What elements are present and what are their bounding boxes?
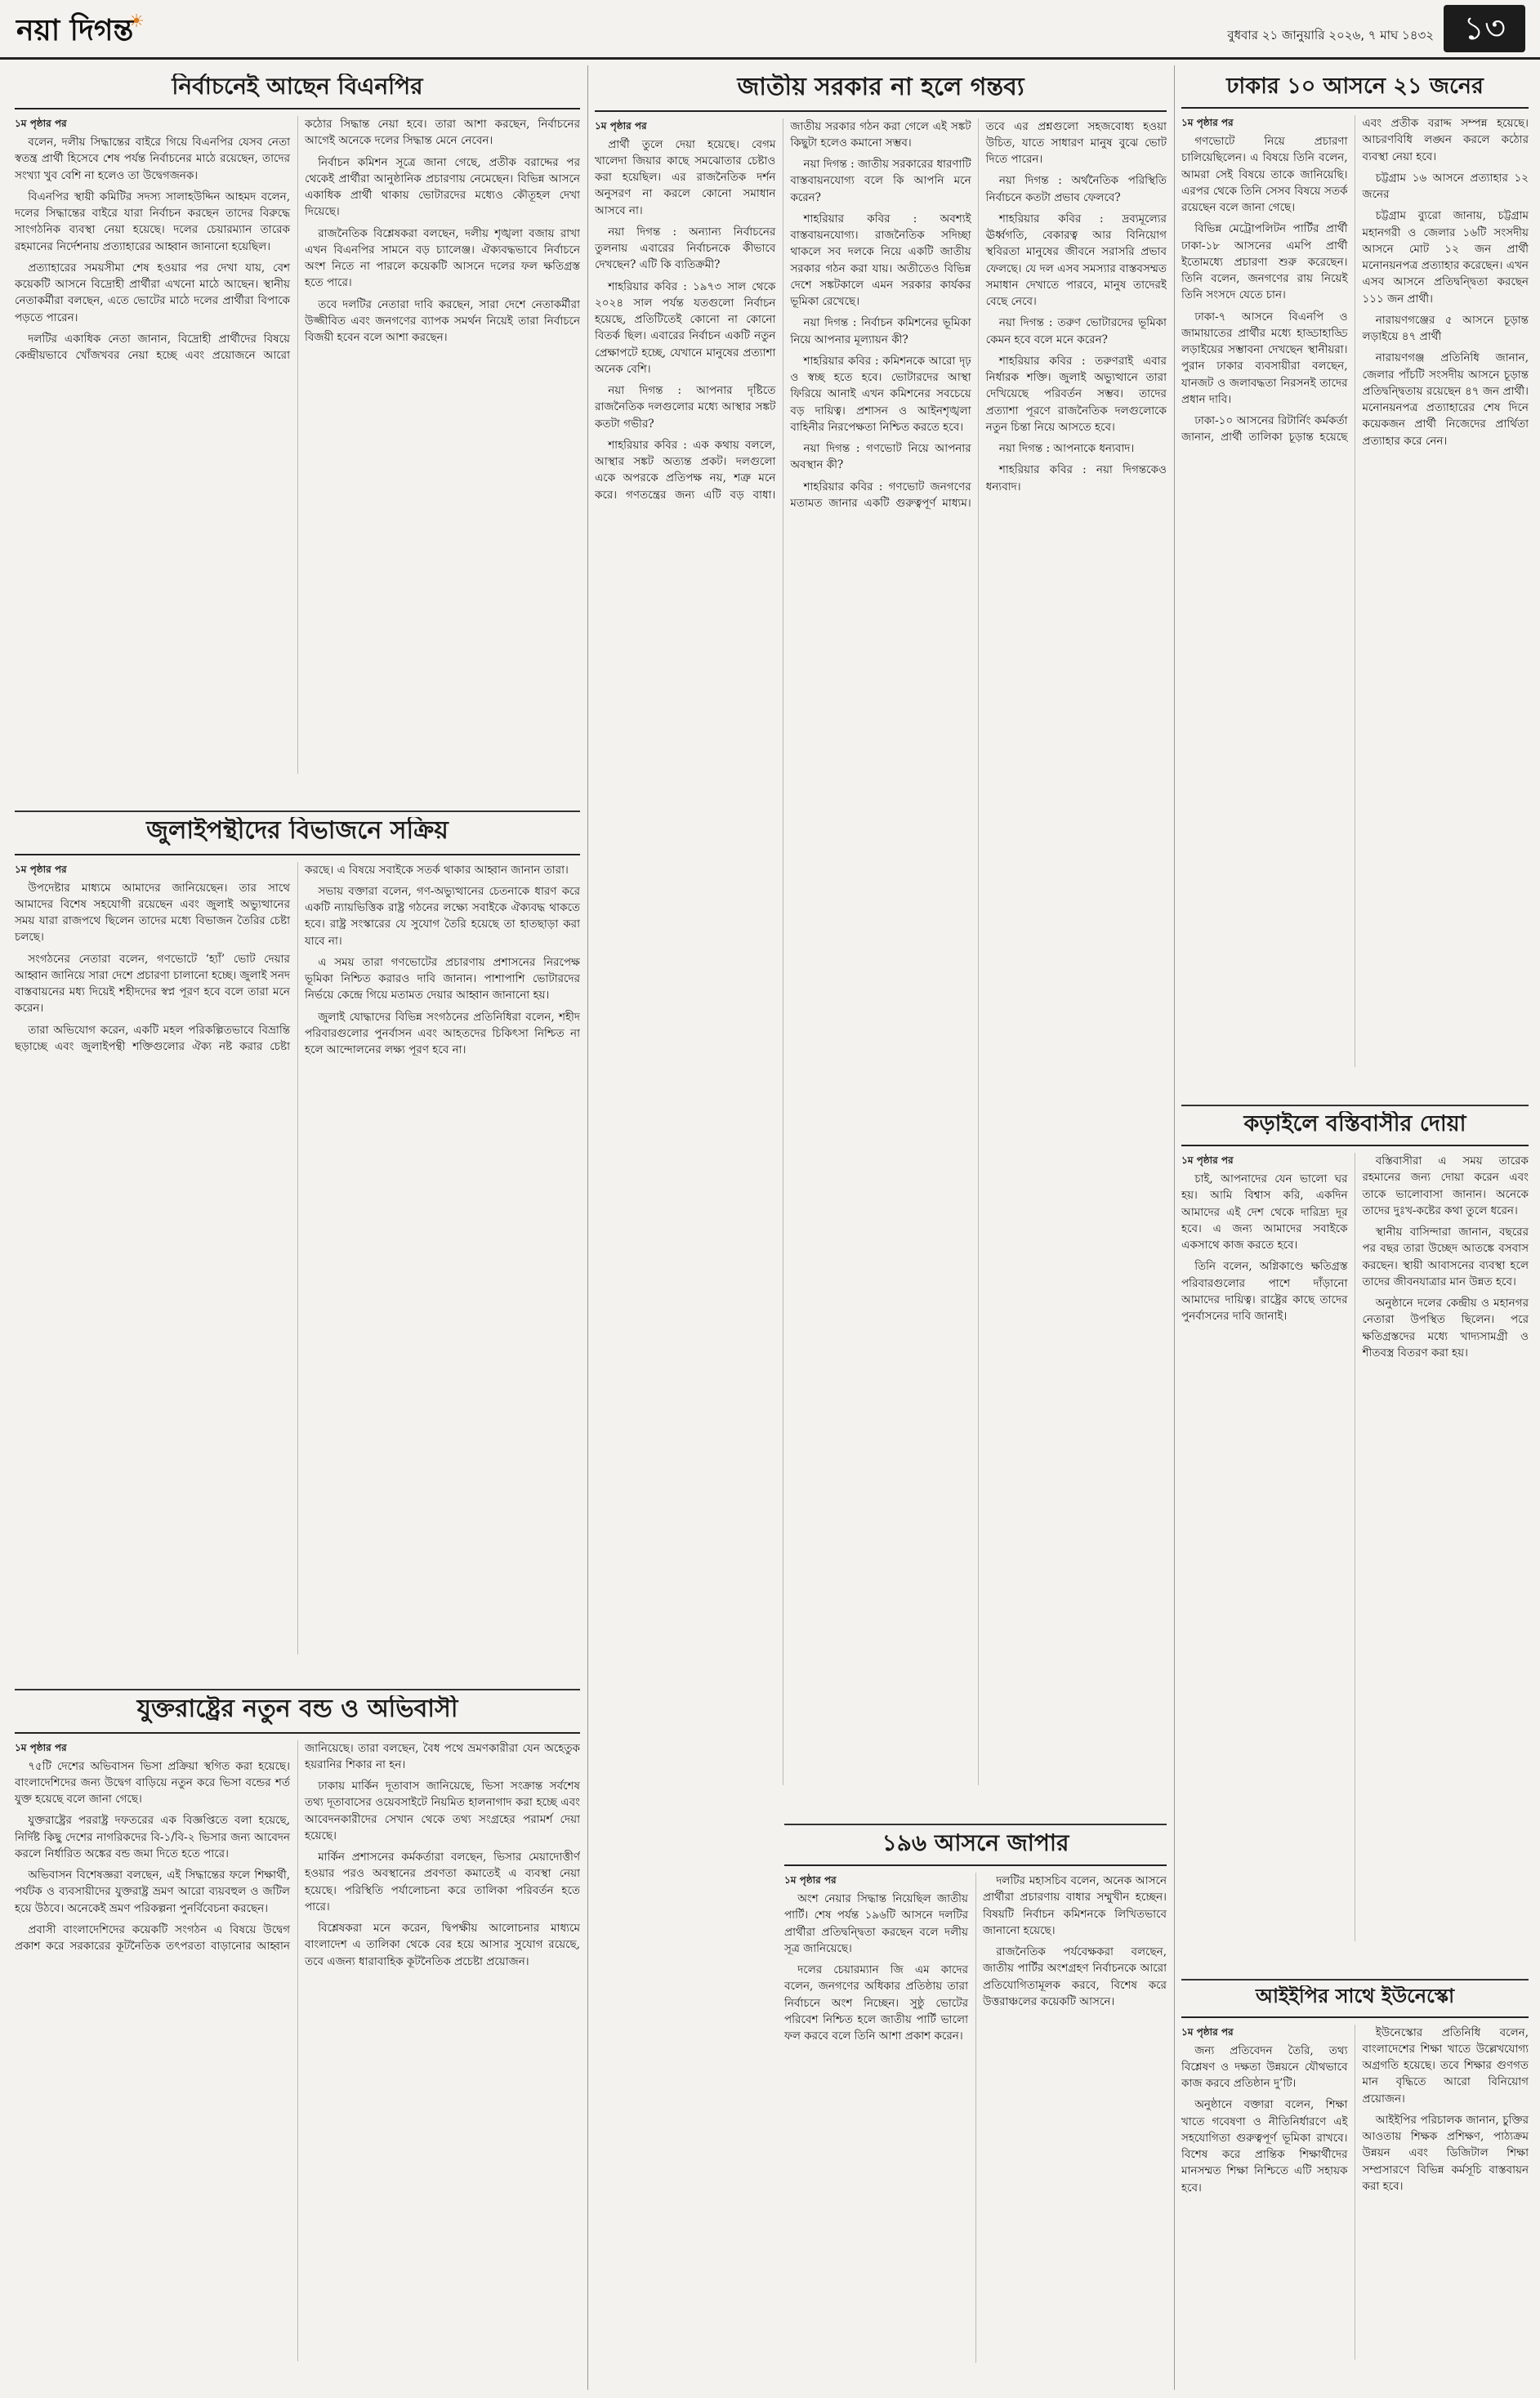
story-paragraph: এ সময় তারা গণভোটের প্রচারণায় প্রশাসনের নিরপেক্ষ ভূমিকা নিশ্চিত করারও দাবি জানান। পাশাপাশি ভোটারদের নির্ভয়ে কেন্দ্রে গিয়ে মতামত দেয়ার আহ্বান জানানো হয়।: [305, 955, 580, 1003]
story-paragraph: রাজনৈতিক পর্যবেক্ষকরা বলছেন, জাতীয় পার্টির অংশগ্রহণ নির্বাচনকে আরো প্রতিযোগিতামূলক করবে, বিশেষ করে উত্তরাঞ্চলের কয়েকটি আসনে।: [983, 1945, 1167, 2008]
story-paragraph: সংগঠনের নেতারা বলেন, গণভোটে ‘হ্যাঁ’ ভোট দেয়ার আহ্বান জানিয়ে সারা দেশে প্রচারণা চালানো হচ্ছে। জুলাই সনদ বাস্তবায়নের মধ্য দিয়েই শহীদদের স্বপ্ন পূরণ হবে বলে তারা মনে করেন।: [15, 952, 290, 1016]
section-divider: [15, 810, 580, 812]
story-paragraph: রাজনৈতিক বিশ্লেষকরা বলছেন, দলীয় শৃঙ্খলা বজায় রাখা এখন বিএনপির সামনে বড় চ্যালেঞ্জ। ঐক্যবদ্ধভাবে নির্বাচনে অংশ নিতে না পারলে কয়েকটি আসনে দলের ফল ক্ষতিগ্রস্ত হতে পারে।: [305, 226, 580, 290]
story-paragraph: শাহরিয়ার কবির : এক কথায় বললে, আস্থার সঙ্কট অত্যন্ত প্রকট। দলগুলো একে অপরকে প্রতিপক্ষ নয়, শত্রু মনে করে। গণতন্ত্রের জন্য এটি বড় বাধা। জাতীয় সরকার গঠন করা গেলে এই সঙ্কট কিছুটা হলেও কমানো সম্ভব।: [595, 119, 971, 502]
story-paragraph: নারায়ণগঞ্জ প্রতিনিধি জানান, জেলার পাঁচটি সংসদীয় আসনে চূড়ান্ত প্রতিদ্বন্দ্বিতায় রয়েছেন ৪৭ জন প্রার্থী। মনোনয়নপত্র প্রত্যাহারের শেষ দিনে কয়েকজন প্রার্থী নিজেদের প্রার্থিতা প্রত্যাহার করে নেন।: [1362, 351, 1529, 448]
story-korail: [1181, 1111, 1529, 1973]
story-paragraph: প্রার্থী তুলে দেয়া হয়েছে। বেগম খালেদা জিয়ার কাছে সমঝোতার চেষ্টাও করা হয়েছিল। এর রাজনৈতিক দর্শন অনুসরণ না করলে কোনো সমাধান আসবে না।: [595, 137, 776, 217]
story-headline: ঢাকার ১০ আসনে ২১ জনের: [1226, 74, 1484, 99]
story-paragraph: নয়া দিগন্ত : জাতীয় সরকারের ধারণাটি বাস্তবায়নযোগ্য বলে কি আপনি মনে করেন?: [790, 158, 971, 204]
story-body: [1181, 115, 1529, 1067]
story-paragraph: যুক্তরাষ্ট্রের পররাষ্ট্র দফতরের এক বিজ্ঞপ্তিতে বলা হয়েছে, নির্দিষ্ট কিছু দেশের নাগরিকদের বি-১/বি-২ ভিসার জন্য আবেদন করলে নির্ধারিত অঙ্কের বন্ড জমা দিতে হতে পারে।: [15, 1814, 290, 1860]
story-paragraph: ঢাকা-৭ আসনে বিএনপি ও জামায়াতের প্রার্থীর মধ্যে হাড্ডাহাড্ডি লড়াইয়ের সম্ভাবনা দেখছেন স্থানীয়রা। পুরান ঢাকার ব্যবসায়ীরা বলছেন, যানজট ও জলাবদ্ধতা নিরসনই তাদের প্রধান দাবি।: [1181, 310, 1348, 406]
story-july: [15, 817, 580, 1683]
headline-rule: [15, 108, 580, 109]
continued-label: ১ম পৃষ্ঠার পর: [15, 863, 67, 875]
story-paragraph: নয়া দিগন্ত : আপনার দৃষ্টিতে রাজনৈতিক দলগুলোর মধ্যে আস্থার সঙ্কট কতটা গভীর?: [595, 384, 776, 431]
story-paragraph: ইউনেস্কোর প্রতিনিধি বলেন, বাংলাদেশের শিক্ষা খাতে উল্লেখযোগ্য অগ্রগতি হয়েছে। তবে শিক্ষার গুণগত মান বৃদ্ধিতে আরো বিনিয়োগ প্রয়োজন।: [1362, 2025, 1529, 2106]
story-paragraph: নির্বাচন কমিশন সূত্রে জানা গেছে, প্রতীক বরাদ্দের পর থেকেই প্রার্থীরা আনুষ্ঠানিক প্রচারণায় নেমেছেন। বিভিন্ন আসনে একাধিক প্রার্থী থাকায় ভোটারদের মধ্যেও কৌতূহল দেখা দিয়েছে।: [305, 155, 580, 219]
story-paragraph: দলটির মহাসচিব বলেন, অনেক আসনে প্রার্থীরা প্রচারণায় বাধার সম্মুখীন হচ্ছেন। বিষয়টি নির্বাচন কমিশনকে লিখিতভাবে জানানো হয়েছে।: [983, 1874, 1167, 1937]
story-paragraph: প্রত্যাহারের সময়সীমা শেষ হওয়ার পর দেখা যায়, বেশ কয়েকটি আসনে বিদ্রোহী প্রার্থীরা এখনো মাঠে আছেন। স্থানীয় নেতাকর্মীরা বলছেন, এতে ভোটের মাঠে দলের প্রার্থীরা বিপাকে পড়তে পারেন।: [15, 261, 290, 324]
logo-text: নয়া দিগন্ত: [16, 14, 134, 47]
story-paragraph: শাহরিয়ার কবির : কমিশনকে আরো দৃঢ় ও স্বচ্ছ হতে হবে। ভোটারদের আস্থা ফিরিয়ে আনাই এখন কমিশনের সবচেয়ে বড় দায়িত্ব। প্রশাসন ও আইনশৃঙ্খলা বাহিনীর নিরপেক্ষতা নিশ্চিত করতে হবে।: [790, 354, 971, 434]
story-paragraph: শাহরিয়ার কবির : অবশ্যই বাস্তবায়নযোগ্য। রাজনৈতিক সদিচ্ছা থাকলে সব দলকে নিয়ে একটি জাতীয় সরকার গঠন করা যায়। অতীতেও বিভিন্ন দেশে সঙ্কটকালে এমন সরকার কার্যকর ভূমিকা রেখেছে।: [790, 212, 971, 308]
story-paragraph: বলেন, দলীয় সিদ্ধান্তের বাইরে গিয়ে বিএনপির যেসব নেতা স্বতন্ত্র প্রার্থী হিসেবে শেষ পর্যন্ত নির্বাচনের মাঠে রয়েছেন, তাদের সংখ্যা খুব বেশি না হলেও তা উদ্বেগজনক।: [15, 136, 290, 182]
story-paragraph: দলের চেয়ারম্যান জি এম কাদের বলেন, জনগণের অধিকার প্রতিষ্ঠায় তারা নির্বাচনে অংশ নিচ্ছেন। সুষ্ঠু ভোটের পরিবেশ নিশ্চিত হলে জাতীয় পার্টি ভালো ফল করবে বলে তিনি আশা প্রকাশ করেন।: [784, 1963, 968, 2043]
story-jp: [784, 1830, 1167, 2390]
story-paragraph: দলটির একাধিক নেতা জানান, বিদ্রোহী প্রার্থীদের বিষয়ে কেন্দ্রীয়ভাবে খোঁজখবর নেয়া হচ্ছে এবং প্রয়োজনে আরো কঠোর সিদ্ধান্ত নেয়া হবে। তারা আশা করছেন, নির্বাচনের আগেই অনেকে দলের সিদ্ধান্ত মেনে নেবেন।: [15, 118, 580, 363]
headline-rule: [1181, 1145, 1529, 1146]
story-paragraph: চাই, আপনাদের যেন ভালো ঘর হয়। আমি বিশ্বাস করি, একদিন আমাদের এই দেশ থেকে দারিদ্র্য দূর হবে। এ জন্য আমাদের সবাইকে একসাথে কাজ করতে হবে।: [1181, 1172, 1348, 1253]
story-body: [1181, 2025, 1529, 2360]
continued-label: ১ম পৃষ্ঠার পর: [15, 118, 67, 130]
continued-label: ১ম পৃষ্ঠার পর: [1181, 2025, 1234, 2038]
story-paragraph: গণভোটে নিয়ে প্রচারণা চালিয়েছিলেন। এ বিষয়ে তিনি বলেন, আমরা সেই বিষয়ে তাকে জানিয়েছি। এরপর থেকে তিনি সেসব বিষয়ে সতর্ক রয়েছেন বলে জানা গেছে।: [1181, 135, 1348, 215]
story-paragraph: সভায় বক্তারা বলেন, গণ-অভ্যুত্থানের চেতনাকে ধারণ করে একটি ন্যায়ভিত্তিক রাষ্ট্র গঠনের লক্ষ্যে সবাইকে ঐক্যবদ্ধ থাকতে হবে। রাষ্ট্র সংস্কারের যে সুযোগ তৈরি হয়েছে তা হাতছাড়া করা যাবে না।: [305, 884, 580, 948]
story-paragraph: তিনি বলেন, অগ্নিকাণ্ডে ক্ষতিগ্রস্ত পরিবারগুলোর পাশে দাঁড়ানো আমাদের দায়িত্ব। রাষ্ট্রের কাছে তাদের পুনর্বাসনের দাবি জানাই।: [1181, 1260, 1348, 1324]
sun-icon: ☀: [128, 11, 145, 32]
story-paragraph: জুলাই যোদ্ধাদের বিভিন্ন সংগঠনের প্রতিনিধিরা বলেন, শহীদ পরিবারগুলোর পুনর্বাসন এবং আহতদের চিকিৎসা নিশ্চিত না হলে আন্দোলনের লক্ষ্য পূরণ হবে না।: [305, 1010, 580, 1056]
headline-rule: [595, 110, 1167, 112]
story-paragraph: প্রবাসী বাংলাদেশিদের কয়েকটি সংগঠন এ বিষয়ে উদ্বেগ প্রকাশ করে সরকারের কূটনৈতিক তৎপরতা বাড়ানোর আহ্বান জানিয়েছে। তারা বলছেন, বৈধ পথে ভ্রমণকারীরা যেন অহেতুক হয়রানির শিকার না হন।: [15, 1741, 580, 1953]
story-headline: জুলাইপন্থীদের বিভাজনে সক্রিয়: [146, 817, 449, 845]
story-body: [595, 118, 1167, 1785]
section-divider: [784, 1824, 1167, 1825]
newspaper-logo: [16, 8, 145, 57]
continued-label: ১ম পৃষ্ঠার পর: [1181, 117, 1234, 129]
story-body: [1181, 1153, 1529, 1941]
continued-label: ১ম পৃষ্ঠার পর: [595, 119, 647, 132]
story-paragraph: বিএনপির স্থায়ী কমিটির সদস্য সালাহউদ্দিন আহমদ বলেন, দলের সিদ্ধান্তের বাইরে যারা নির্বাচন করছেন তাদের বিরুদ্ধে সাংগঠনিক ব্যবস্থা নেয়া হয়েছে। দলের চেয়ারম্যান তারেক রহমানের নির্দেশনায় প্রত্যাহারের আহ্বান জানানো হয়েছিল।: [15, 190, 290, 253]
column-divider: [587, 65, 588, 2390]
story-body: [784, 1873, 1167, 2363]
story-paragraph: মার্কিন প্রশাসনের কর্মকর্তারা বলছেন, ভিসার মেয়াদোত্তীর্ণ হওয়ার পরও অবস্থানের প্রবণতা কমাতেই এ ব্যবস্থা নেয়া হয়েছে। পরিস্থিতি পর্যালোচনা করে তালিকা পরিবর্তন হতে পারে।: [305, 1851, 580, 1913]
story-paragraph: বিশ্লেষকরা মনে করেন, দ্বিপক্ষীয় আলোচনার মাধ্যমে বাংলাদেশ এ তালিকা থেকে বের হয়ে আসার সুযোগ রয়েছে, তবে এজন্য ধারাবাহিক কূটনৈতিক প্রচেষ্টা প্রয়োজন।: [305, 1922, 580, 1968]
story-headline: জাতীয় সরকার না হলে গন্তব্য: [737, 74, 1024, 101]
masthead: [0, 0, 1540, 60]
section-divider: [1181, 1105, 1529, 1106]
headline-rule: [15, 1732, 580, 1734]
story-paragraph: নয়া দিগন্ত : নির্বাচন কমিশনের ভূমিকা নিয়ে আপনার মূল্যায়ন কী?: [790, 316, 971, 346]
headline-rule: [1181, 2016, 1529, 2018]
story-paragraph: চট্টগ্রাম ১৬ আসনে প্রত্যাহার ১২ জনের: [1362, 171, 1529, 202]
story-paragraph: নয়া দিগন্ত : অর্থনৈতিক পরিস্থিতি নির্বাচনে কতটা প্রভাব ফেলবে?: [985, 174, 1167, 204]
story-paragraph: তারা অভিযোগ করেন, একটি মহল পরিকল্পিতভাবে বিভ্রান্তি ছড়াচ্ছে এবং জুলাইপন্থী শক্তিগুলোর ঐক্য নষ্ট করার চেষ্টা করছে। এ বিষয়ে সবাইকে সতর্ক থাকার আহ্বান জানান তারা।: [15, 863, 569, 1053]
story-paragraph: আইইপির পরিচালক জানান, চুক্তির আওতায় শিক্ষক প্রশিক্ষণ, পাঠ্যক্রম উন্নয়ন এবং ডিজিটাল শিক্ষা সম্প্রসারণে বিভিন্ন কর্মসূচি বাস্তবায়ন করা হবে।: [1362, 2113, 1529, 2193]
story-paragraph: স্থানীয় বাসিন্দারা জানান, বছরের পর বছর তারা উচ্ছেদ আতঙ্কে বসবাস করছেন। স্থায়ী আবাসনের ব্যবস্থা হলে তাদের জীবনযাত্রার মান উন্নত হবে।: [1362, 1226, 1529, 1288]
story-bnp: [15, 74, 580, 805]
story-paragraph: শাহরিয়ার কবির : তরুণরাই এবার নির্ধারক শক্তি। জুলাই অভ্যুত্থানে তারা দেখিয়েছে পরিবর্তন সম্ভব। তাদের প্রত্যাশা পূরণে রাজনৈতিক দলগুলোকে নতুন চিন্তা নিয়ে আসতে হবে।: [985, 354, 1167, 434]
headline-rule: [1181, 107, 1529, 109]
continued-label: ১ম পৃষ্ঠার পর: [15, 1741, 67, 1753]
story-paragraph: উপদেষ্টার মাধ্যমে আমাদের জানিয়েছেন। তার সাথে আমাদের বিশেষ সহযোগী রয়েছেন এবং জুলাই অভ্যুত্থানের সময় যারা রাজপথে ছিলেন তাদের মধ্যে বিভাজন তৈরির চেষ্টা চলছে।: [15, 881, 290, 944]
story-iep-unesco: [1181, 1985, 1529, 2390]
story-paragraph: শাহরিয়ার কবির : গণভোট জনগণের মতামত জানার একটি গুরুত্বপূর্ণ মাধ্যম। তবে এর প্রশ্নগুলো সহজবোধ্য হওয়া উচিত, যাতে সাধারণ মানুষ বুঝে ভোট দিতে পারেন।: [790, 119, 1167, 510]
story-paragraph: নয়া দিগন্ত : গণভোট নিয়ে আপনার অবস্থান কী?: [790, 442, 971, 472]
headline-rule: [784, 1864, 1167, 1866]
story-national-government: [595, 74, 1167, 1818]
story-headline: যুক্তরাষ্ট্রের নতুন বন্ড ও অভিবাসী: [136, 1695, 458, 1723]
story-paragraph: অনুষ্ঠানে দলের কেন্দ্রীয় ও মহানগর নেতারা উপস্থিত ছিলেন। পরে ক্ষতিগ্রস্তদের মধ্যে খাদ্যসামগ্রী ও শীতবস্ত্র বিতরণ করা হয়।: [1362, 1297, 1529, 1360]
story-paragraph: নয়া দিগন্ত : আপনাকে ধন্যবাদ।: [998, 442, 1135, 455]
story-headline: ১৯৬ আসনে জাপার: [882, 1830, 1069, 1856]
story-paragraph: বিভিন্ন মেট্রোপলিটন পার্টির প্রার্থী ঢাকা-১৮ আসনের এমপি প্রার্থী ইতোমধ্যে প্রচারণা শুরু করেছেন। তিনি বলেন, জনগণের রায় নিয়েই তিনি সংসদে যেতে চান।: [1181, 222, 1348, 302]
story-paragraph: শাহরিয়ার কবির : ১৯৭৩ সাল থেকে ২০২৪ সাল পর্যন্ত যতগুলো নির্বাচন হয়েছে, প্রতিটিতেই কোনো না কোনো বিতর্ক ছিল। এবারের নির্বাচন একটি নতুন প্রেক্ষাপটে হচ্ছে, যেখানে মানুষের প্রত্যাশা অনেক বেশি।: [595, 279, 776, 376]
story-paragraph: অভিবাসন বিশেষজ্ঞরা বলছেন, এই সিদ্ধান্তের ফলে শিক্ষার্থী, পর্যটক ও ব্যবসায়ীদের যুক্তরাষ্ট্র ভ্রমণ আরো ব্যয়বহুল ও জটিল হয়ে উঠবে। অনেকেই ভ্রমণ পরিকল্পনা পুনর্বিবেচনা করছেন।: [15, 1869, 290, 1915]
story-paragraph: ঢাকায় মার্কিন দূতাবাস জানিয়েছে, ভিসা সংক্রান্ত সর্বশেষ তথ্য দূতাবাসের ওয়েবসাইটে নিয়মিত হালনাগাদ করা হচ্ছে এবং আবেদনকারীদের সেখান থেকে তথ্য সংগ্রহের পরামর্শ দেয়া হয়েছে।: [305, 1780, 580, 1842]
story-paragraph: শাহরিয়ার কবির : দ্রব্যমূল্যের ঊর্ধ্বগতি, বেকারত্ব আর বিনিয়োগ স্থবিরতা মানুষের জীবনে সরাসরি প্রভাব ফেলছে। যে দল এসব সমস্যার বাস্তবসম্মত সমাধান দেখাতে পারবে, মানুষ তাদেরই বেছে নেবে।: [985, 212, 1167, 308]
story-headline: নির্বাচনেই আছেন বিএনপির: [172, 74, 423, 100]
section-divider: [15, 1689, 580, 1690]
continued-label: ১ম পৃষ্ঠার পর: [784, 1874, 837, 1887]
story-paragraph: জন্য প্রতিবেদন তৈরি, তথ্য বিশ্লেষণ ও দক্ষতা উন্নয়নে যৌথভাবে কাজ করবে প্রতিষ্ঠান দু’টি।: [1181, 2043, 1348, 2091]
story-us-bond: [15, 1695, 580, 2390]
story-paragraph: ঢাকা-১০ আসনের রিটার্নিং কর্মকর্তা জানান, প্রার্থী তালিকা চূড়ান্ত হয়েছে এবং প্রতীক বরাদ্দ সম্পন্ন হয়েছে। আচরণবিধি লঙ্ঘন করলে কঠোর ব্যবস্থা নেয়া হবে।: [1181, 117, 1529, 444]
section-divider: [1181, 1979, 1529, 1980]
story-paragraph: তবে দলটির নেতারা দাবি করছেন, সারা দেশে নেতাকর্মীরা উজ্জীবিত এবং জনগণের ব্যাপক সমর্থন নিয়েই তারা নির্বাচনে বিজয়ী হবেন বলে আশা করছেন।: [305, 297, 580, 345]
story-paragraph: নয়া দিগন্ত : অন্যান্য নির্বাচনের তুলনায় এবারের নির্বাচনকে কীভাবে দেখছেন? এটি কি ব্যতিক্রমী?: [595, 225, 776, 272]
headline-rule: [15, 854, 580, 855]
page-number: ১৩: [1444, 5, 1525, 52]
story-headline: আইইপির সাথে ইউনেস্কো: [1255, 1985, 1455, 2007]
story-dhaka: [1181, 74, 1529, 1099]
story-paragraph: ৭৫টি দেশের অভিবাসন ভিসা প্রক্রিয়া স্থগিত করা হয়েছে। বাংলাদেশিদের জন্য উদ্বেগ বাড়িয়ে নতুন করে ভিসা বন্ডের শর্ত যুক্ত হয়েছে বলে জানা গেছে।: [15, 1759, 290, 1806]
story-paragraph: বস্তিবাসীরা এ সময় তারেক রহমানের জন্য দোয়া করেন এবং তাকে ভালোবাসা জানান। অনেকে তাদের দুঃখ-কষ্টের কথা তুলে ধরেন।: [1362, 1154, 1529, 1217]
story-paragraph: অনুষ্ঠানে বক্তারা বলেন, শিক্ষা খাতে গবেষণা ও নীতিনির্ধারণে এই সহযোগিতা গুরুত্বপূর্ণ ভূমিকা রাখবে। বিশেষ করে প্রান্তিক শিক্ষার্থীদের মানসম্মত শিক্ষা নিশ্চিতে এটি সহায়ক হবে।: [1181, 2098, 1348, 2195]
story-paragraph: নারায়ণগঞ্জের ৫ আসনে চূড়ান্ত লড়াইয়ে ৪৭ প্রার্থী: [1362, 313, 1529, 344]
story-paragraph: চট্টগ্রাম ব্যুরো জানায়, চট্টগ্রাম মহানগরী ও জেলার ১৬টি সংসদীয় আসনে মোট ১২ জন প্রার্থী মনোনয়নপত্র প্রত্যাহার করেছেন। এখন এসব আসনে প্রতিদ্বন্দ্বিতা করছেন ১১১ জন প্রার্থী।: [1362, 209, 1529, 306]
story-body: [15, 116, 580, 774]
story-paragraph: নয়া দিগন্ত : তরুণ ভোটারদের ভূমিকা কেমন হবে বলে মনে করেন?: [985, 316, 1167, 346]
story-headline: কড়াইলে বস্তিবাসীর দোয়া: [1243, 1111, 1466, 1136]
dateline: বুধবার ২১ জানুয়ারি ২০২৬, ৭ মাঘ ১৪৩২: [1227, 28, 1434, 42]
story-paragraph: শাহরিয়ার কবির : নয়া দিগন্তকেও ধন্যবাদ।: [985, 463, 1167, 493]
story-body: [15, 1740, 580, 2361]
story-paragraph: অংশ নেয়ার সিদ্ধান্ত নিয়েছিল জাতীয় পার্টি। শেষ পর্যন্ত ১৯৬টি আসনে দলটির প্রার্থীরা প্রতিদ্বন্দ্বিতা করছেন বলে দলীয় সূত্র জানিয়েছে।: [784, 1892, 968, 1955]
column-divider: [1174, 65, 1175, 2390]
continued-label: ১ম পৃষ্ঠার পর: [1181, 1154, 1234, 1167]
story-body: [15, 862, 580, 1654]
